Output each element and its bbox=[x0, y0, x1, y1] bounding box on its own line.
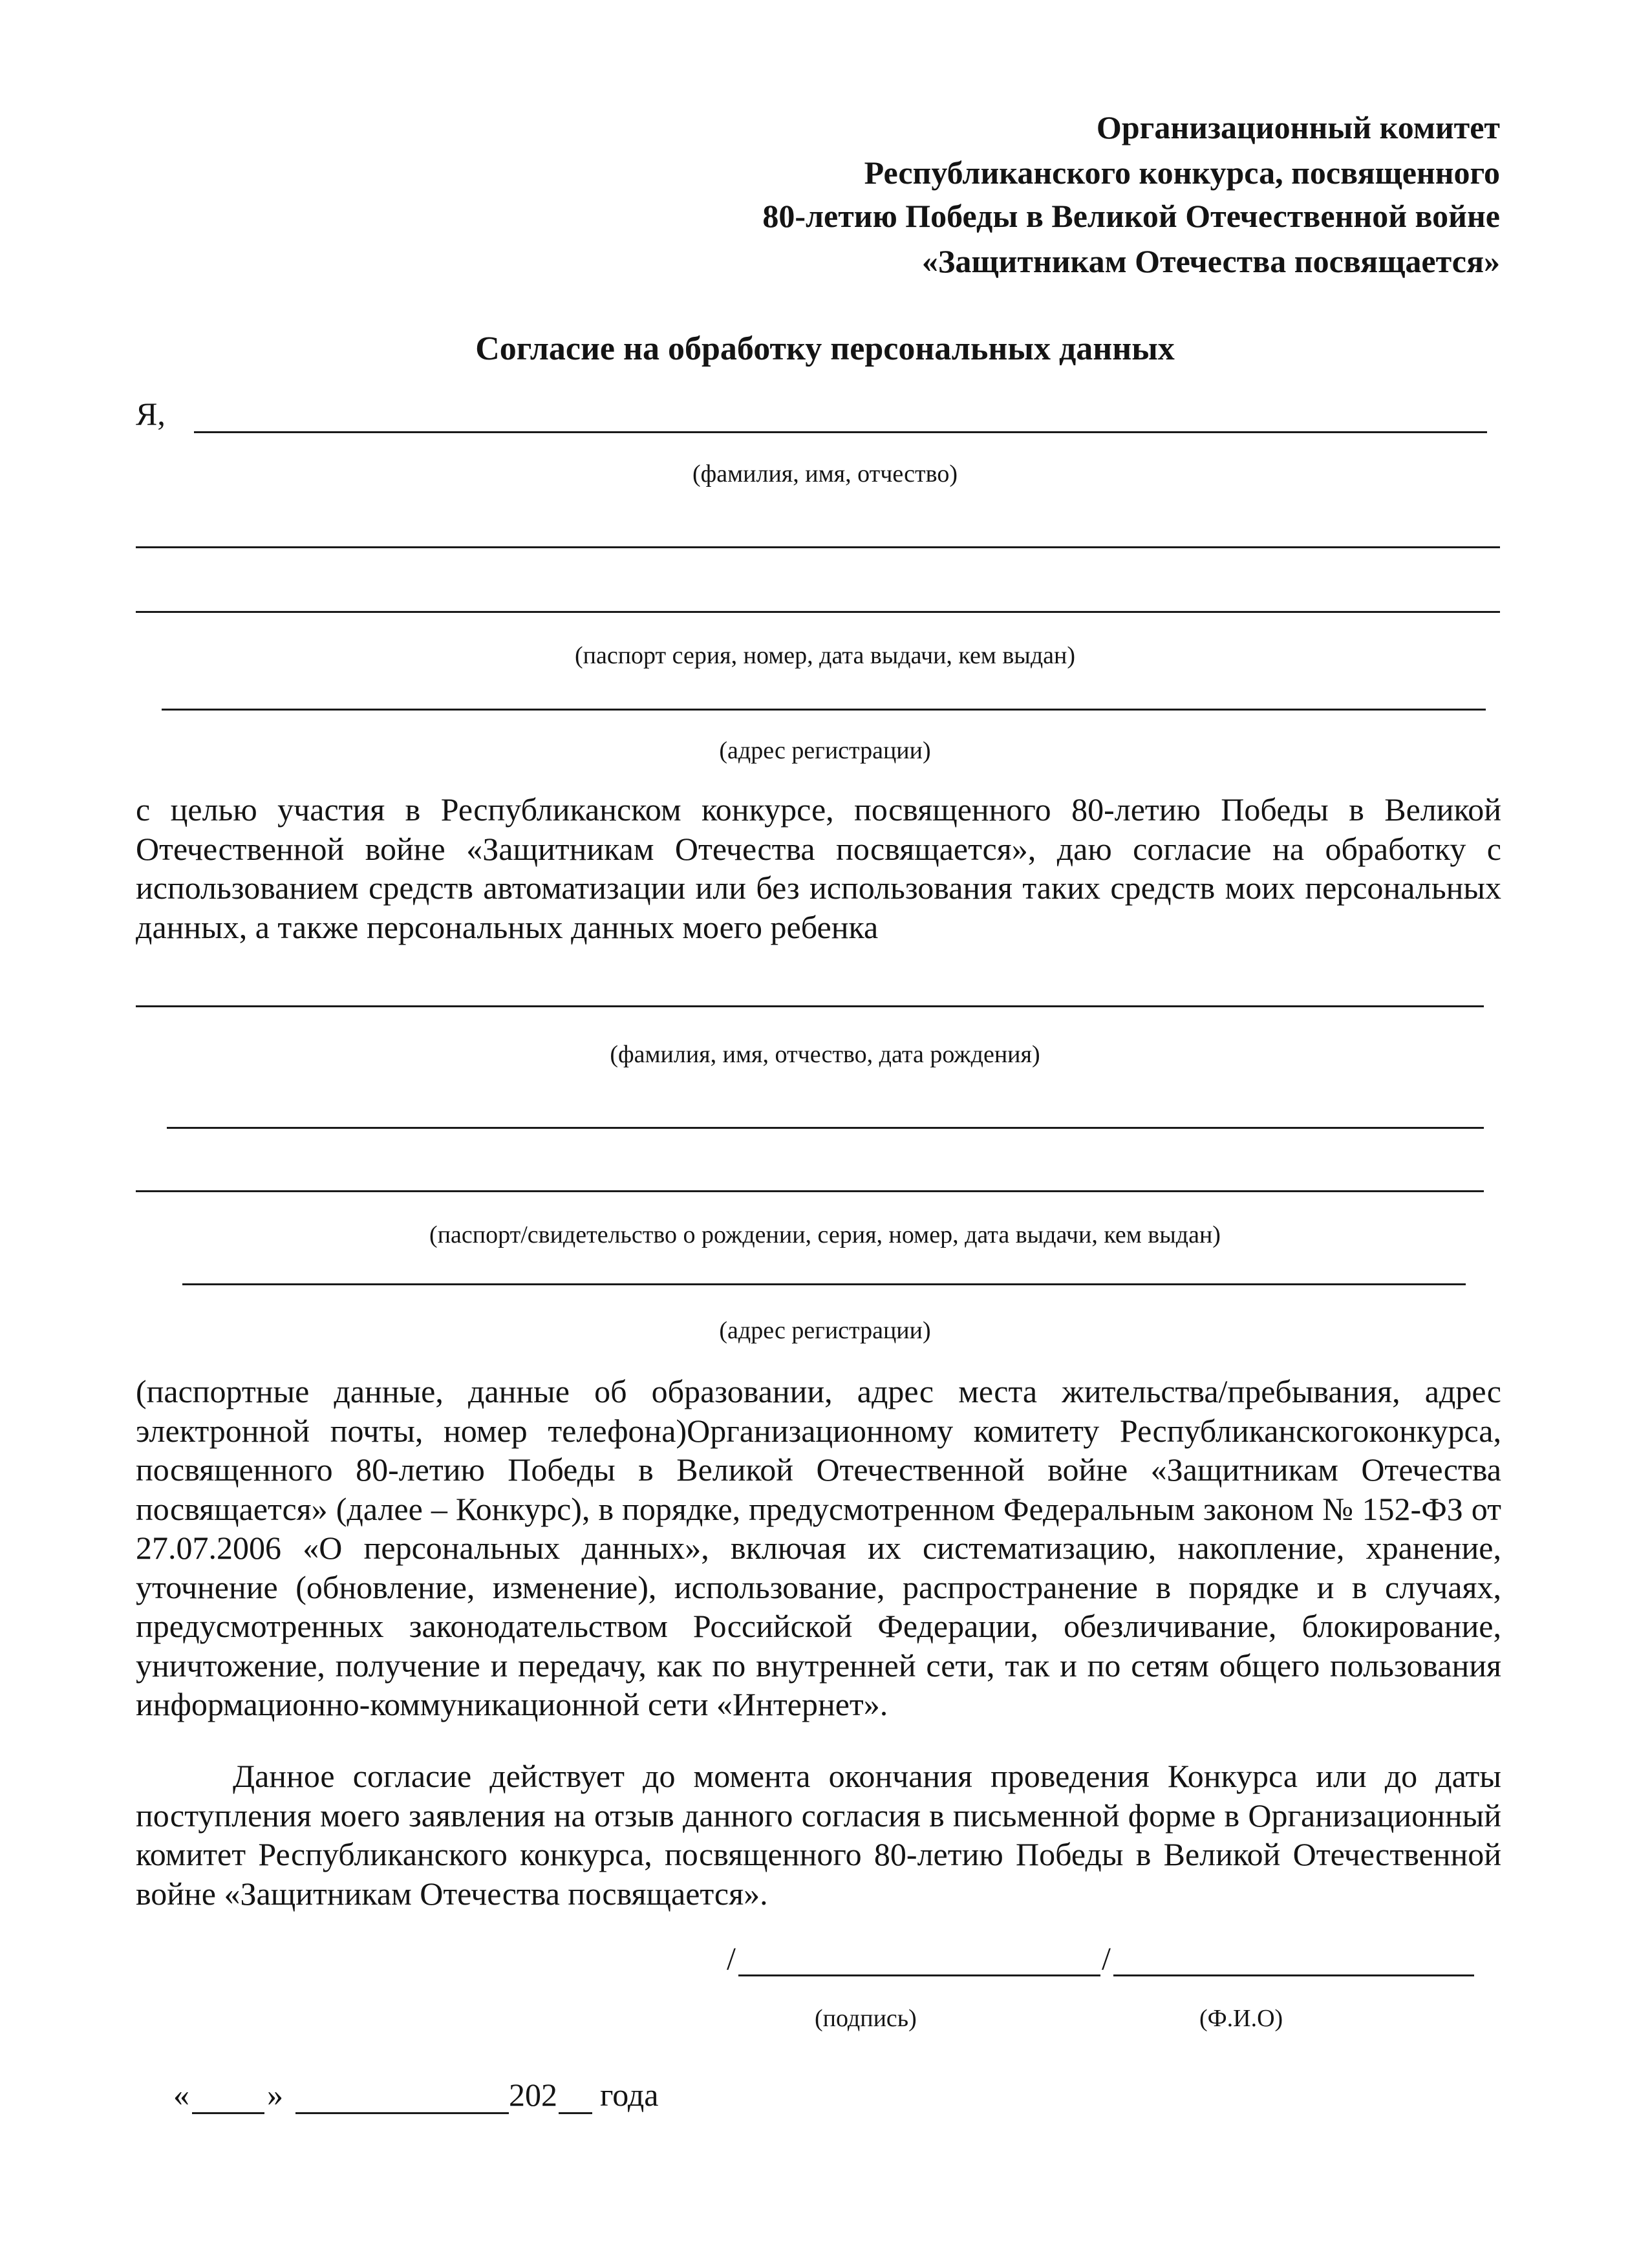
date-year-suffix: года bbox=[600, 2077, 659, 2113]
ya-label: Я, bbox=[136, 396, 166, 432]
purpose-paragraph: с целью участия в Республиканском конкурсе, посвященного 80-летию Победы в Великой Отечественной войне «Защитникам Отечества посвящается», даю согласие на обработку с использованием средств автоматизации или без использования таких средств моих персональных данных, а также персональных данных моего ребенка bbox=[136, 791, 1501, 945]
signature-input-line[interactable] bbox=[738, 1974, 1100, 1976]
signature-fio-caption: (Ф.И.О) bbox=[1199, 2005, 1283, 2032]
passport-caption: (паспорт серия, номер, дата выдачи, кем выдан) bbox=[574, 642, 1076, 669]
header-line-1: Организационный комитет bbox=[1096, 109, 1500, 145]
child-doc-input-line-1[interactable] bbox=[167, 1127, 1484, 1129]
validity-paragraph: Данное согласие действует до момента окончания проведения Конкурса или до даты поступления моего заявления на отзыв данного согласия в письменной форме в Организационный комитет Республиканского конкурса, посвященного 80-летию Победы в Великой Отечественной войне «Защитникам Отечества посвящается». bbox=[136, 1758, 1501, 1912]
child-doc-caption: (паспорт/свидетельство о рождении, серия, номер, дата выдачи, кем выдан) bbox=[429, 1221, 1221, 1248]
signature-slash-left: / bbox=[727, 1940, 736, 1976]
address-input-line[interactable] bbox=[162, 709, 1486, 711]
address-caption: (адрес регистрации) bbox=[719, 737, 931, 764]
child-fio-caption: (фамилия, имя, отчество, дата рождения) bbox=[610, 1041, 1040, 1068]
header-line-2: Республиканского конкурса, посвященного bbox=[864, 155, 1500, 191]
processing-paragraph: (паспортные данные, данные об образовании, адрес места жительства/пребывания, адрес электронной почты, номер телефона)Организационному комитету Республиканскогоконкурса, посвященного 80-летию Победы в Великой Отечественной войне «Защитникам Отечества посвящается» (далее – Конкурс), в порядке, предусмотренном Федеральным законом № 152-ФЗ от 27.07.2006 «О персональных данных», включая их систематизацию, накопление, хранение, уточнение (обновление, изменение), использование, распространение в порядке и в случаях, предусмотренных законодательством Российской Федерации, обезличивание, блокирование, уничтожение, получение и передачу, как по внутренней сети, так и по сетям общего пользования информационно-коммуникационной сети «Интернет». bbox=[136, 1373, 1501, 1722]
date-close-quote: » bbox=[267, 2077, 283, 2113]
child-fio-input-line[interactable] bbox=[136, 1005, 1484, 1007]
child-doc-input-line-2[interactable] bbox=[136, 1190, 1484, 1192]
fio-input-line[interactable] bbox=[194, 431, 1487, 433]
document-title: Согласие на обработку персональных данных bbox=[475, 330, 1175, 367]
date-month-input-line[interactable] bbox=[295, 2112, 509, 2114]
signature-slash-right: / bbox=[1102, 1940, 1111, 1976]
date-year-input-line[interactable] bbox=[559, 2112, 592, 2114]
passport-input-line-2[interactable] bbox=[136, 611, 1500, 613]
child-address-input-line[interactable] bbox=[182, 1283, 1466, 1285]
signature-fio-input-line[interactable] bbox=[1113, 1974, 1474, 1976]
signature-caption: (подпись) bbox=[815, 2005, 917, 2032]
date-open-quote: « bbox=[173, 2077, 189, 2113]
passport-input-line-1[interactable] bbox=[136, 546, 1500, 548]
date-year-prefix: 202 bbox=[509, 2077, 557, 2113]
child-address-caption: (адрес регистрации) bbox=[719, 1317, 931, 1344]
header-line-4: «Защитникам Отечества посвящается» bbox=[921, 243, 1500, 279]
fio-caption: (фамилия, имя, отчество) bbox=[692, 460, 958, 487]
date-day-input-line[interactable] bbox=[192, 2112, 264, 2114]
header-line-3: 80-летию Победы в Великой Отечественной войне bbox=[762, 198, 1500, 234]
